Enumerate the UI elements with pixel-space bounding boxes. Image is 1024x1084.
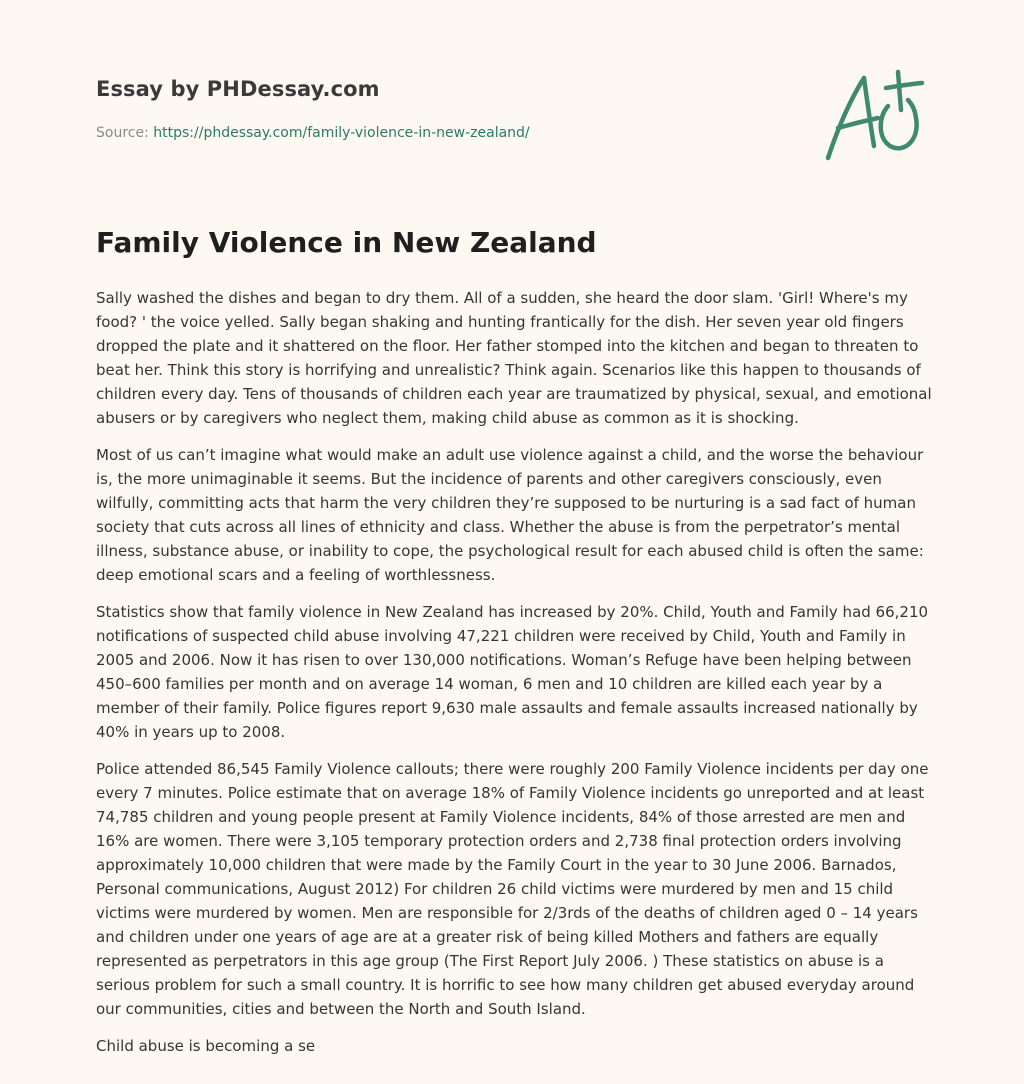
article-paragraph: Most of us can’t imagine what would make an adult use violence against a child, and the worse the behaviour is, the more unimaginable it seems. But the incidence of parents and other caregivers consciously, even wilfully, committing acts that harm the very children they’re supposed to be nurturing is a sad fact of human society that cuts across all lines of ethnicity and class. Whether the abuse is from the perpetrator’s mental illness, substance abuse, or inability to cope, the psychological result for each abused child is often the same: deep emotional scars and a feeling of worthlessness. <box>96 446 924 584</box>
source-line <box>96 125 530 141</box>
article-paragraph-truncated: Child abuse is becoming a se <box>96 1037 316 1055</box>
article-body <box>96 286 932 1071</box>
article-title: Family Violence in New Zealand <box>96 226 597 259</box>
article-paragraph: Statistics show that family violence in New Zealand has increased by 20%. Child, Youth and Family had 66,210 notifications of suspected child abuse involving 47,221 children were received by Child, Youth and Family in 2005 and 2006. Now it has risen to over 130,000 notifications. Woman’s Refuge have been helping between 450–600 families per month and on average 14 woman, 6 men and 10 children are killed each year by a member of their family. Police figures report 9,630 male assaults and female assaults increased nationally by 40% in years up to 2008. <box>96 603 929 741</box>
article-paragraph: Police attended 86,545 Family Violence callouts; there were roughly 200 Family Violence incidents per day one every 7 minutes. Police estimate that on average 18% of Family Violence incidents go unreported and at least 74,785 children and young people present at Family Violence incidents, 84% of those arrested are men and 16% are women. There were 3,105 temporary protection orders and 2,738 final protection orders involving approximately 10,000 children that were made by the Family Court in the year to 30 June 2006. Barnados, Personal communications, August 2012) For children 26 child victims were murdered by men and 15 child victims were murdered by women. Men are responsible for 2/3rds of the deaths of children aged 0 – 14 years and children under one years of age are at a greater risk of being killed Mothers and fathers are equally represented as perpetrators in this age group (The First Report July 2006. ) These statistics on abuse is a serious problem for such a small country. It is horrific to see how many children get abused everyday around our communities, cities and between the North and South Island. <box>96 760 929 1018</box>
site-brand: Essay by PHDessay.com <box>96 77 380 101</box>
source-label: Source: <box>96 125 154 141</box>
a-plus-logo-icon <box>818 66 930 166</box>
article-paragraph: Sally washed the dishes and began to dry them. All of a sudden, she heard the door slam. 'Girl! Where's my food? ' the voice yelled. Sally began shaking and hunting frantically for the dish. Her seven year old fingers dropped the plate and it shattered on the floor. Her father stomped into the kitchen and began to threaten to beat her. Think this story is horrifying and unrealistic? Think again. Scenarios like this happen to thousands of children every day. Tens of thousands of children each year are traumatized by physical, sexual, and emotional abusers or by caregivers who neglect them, making child abuse as common as it is shocking. <box>96 289 932 427</box>
source-link[interactable]: https://phdessay.com/family-violence-in-new-zealand/ <box>153 125 530 141</box>
